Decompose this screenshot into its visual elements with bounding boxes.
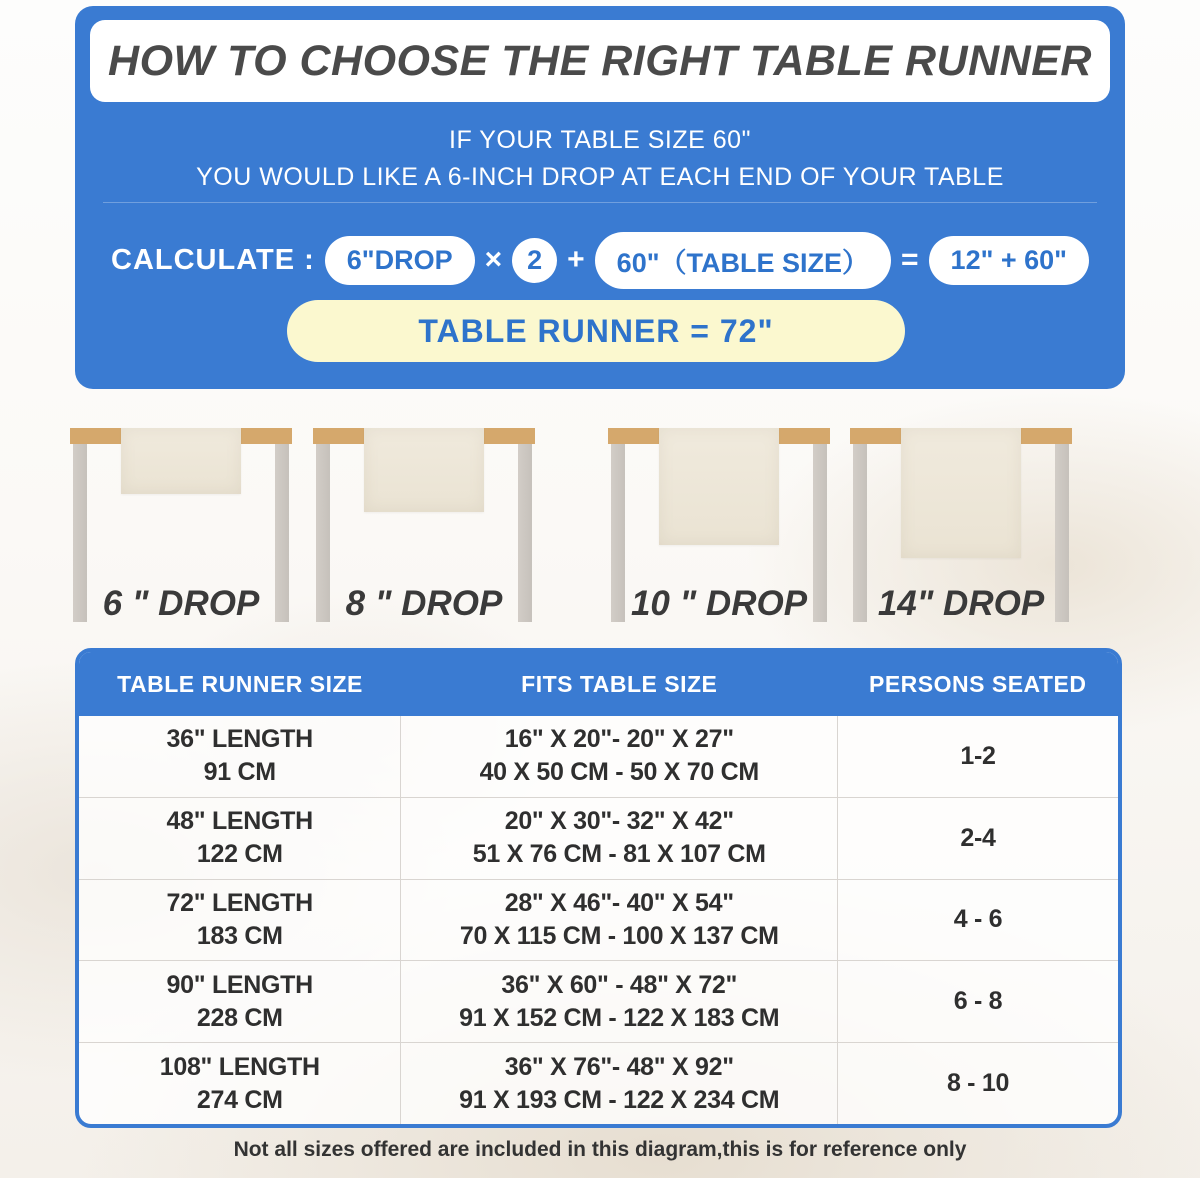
- drop-figure-8in: [313, 428, 535, 628]
- table-row: [79, 879, 1118, 961]
- table-size-pill: 60"（TABLE SIZE）: [595, 232, 891, 289]
- runner-size-cell: [79, 1043, 401, 1124]
- calculation-panel: [75, 6, 1125, 389]
- length-inches: 108" LENGTH: [159, 1052, 320, 1081]
- runner-size-cell: [79, 961, 401, 1042]
- table-row: [79, 1042, 1118, 1124]
- column-header-fits-size: FITS TABLE SIZE: [521, 670, 718, 697]
- fits-inches: 36" X 60" - 48" X 72": [501, 970, 738, 999]
- persons-cell: 2-4: [960, 823, 996, 852]
- length-cm: 228 CM: [196, 1003, 283, 1032]
- fits-size-cell: [401, 1043, 838, 1124]
- intro-line-2: YOU WOULD LIKE A 6-INCH DROP AT EACH END OF YOUR TABLE: [196, 163, 1004, 191]
- persons-cell: 1-2: [960, 741, 996, 770]
- page-title: HOW TO CHOOSE THE RIGHT TABLE RUNNER: [108, 36, 1092, 85]
- column-header-persons: PERSONS SEATED: [868, 670, 1087, 697]
- runner-size-cell: [79, 716, 401, 797]
- runner-cloth: [364, 428, 484, 512]
- fits-cm: 70 X 115 CM - 100 X 137 CM: [459, 921, 779, 950]
- calculate-label: CALCULATE :: [111, 243, 315, 276]
- drop-label: 10 " DROP: [630, 584, 808, 623]
- calculation-formula: [75, 232, 1125, 288]
- length-inches: 36" LENGTH: [166, 725, 313, 754]
- runner-cloth: [901, 428, 1021, 558]
- column-header-runner-size: TABLE RUNNER SIZE: [117, 670, 363, 697]
- fits-cm: 91 X 152 CM - 122 X 183 CM: [459, 1003, 780, 1032]
- divider-line: [103, 202, 1097, 203]
- fits-cm: 40 X 50 CM - 50 X 70 CM: [479, 758, 759, 787]
- table-header-row: [79, 652, 1118, 716]
- result-pill: TABLE RUNNER = 72": [287, 300, 905, 362]
- multiply-sign: ×: [484, 243, 503, 276]
- table-row: [79, 960, 1118, 1042]
- drop-figure-10in: [608, 428, 830, 628]
- runner-cloth: [659, 428, 779, 545]
- table-row: [79, 716, 1118, 797]
- multiplier-badge: 2: [512, 238, 557, 283]
- length-inches: 90" LENGTH: [166, 970, 313, 999]
- fits-inches: 16" X 20"- 20" X 27": [504, 725, 734, 754]
- intro-text: [75, 122, 1125, 196]
- fits-cm: 51 X 76 CM - 81 X 107 CM: [472, 840, 766, 869]
- title-banner: [90, 20, 1110, 102]
- plus-sign: +: [567, 243, 585, 276]
- intro-line-1: IF YOUR TABLE SIZE 60": [449, 126, 751, 154]
- length-cm: 122 CM: [196, 840, 283, 869]
- length-inches: 48" LENGTH: [166, 807, 313, 836]
- persons-cell: 8 - 10: [946, 1069, 1010, 1098]
- sum-pill: 12" + 60": [929, 236, 1089, 285]
- fits-inches: 36" X 76"- 48" X 92": [504, 1052, 734, 1081]
- persons-cell: 6 - 8: [953, 987, 1003, 1016]
- fits-cm: 91 X 193 CM - 122 X 234 CM: [459, 1085, 780, 1114]
- drop-label: 8 " DROP: [345, 584, 503, 623]
- fits-inches: 20" X 30"- 32" X 42": [504, 807, 734, 836]
- drop-label: 14" DROP: [877, 584, 1045, 623]
- length-cm: 183 CM: [196, 921, 283, 950]
- table-body: [79, 716, 1118, 1124]
- runner-cloth: [121, 428, 241, 494]
- fits-inches: 28" X 46"- 40" X 54": [504, 888, 734, 917]
- reference-note: Not all sizes offered are included in this diagram,this is for reference only: [233, 1138, 967, 1161]
- fits-size-cell: [401, 880, 838, 961]
- drop-value-pill: 6"DROP: [325, 236, 475, 285]
- length-cm: 91 CM: [203, 758, 276, 787]
- drop-figure-14in: [850, 428, 1072, 628]
- length-cm: 274 CM: [196, 1085, 283, 1114]
- table-row: [79, 797, 1118, 879]
- persons-cell: 4 - 6: [953, 905, 1003, 934]
- drop-figure-6in: [70, 428, 292, 628]
- runner-size-cell: [79, 798, 401, 879]
- size-chart-table: [75, 648, 1122, 1128]
- equals-sign: =: [901, 243, 919, 276]
- runner-size-cell: [79, 880, 401, 961]
- fits-size-cell: [401, 961, 838, 1042]
- drop-label: 6 " DROP: [102, 584, 260, 623]
- length-inches: 72" LENGTH: [166, 888, 313, 917]
- fits-size-cell: [401, 716, 838, 797]
- fits-size-cell: [401, 798, 838, 879]
